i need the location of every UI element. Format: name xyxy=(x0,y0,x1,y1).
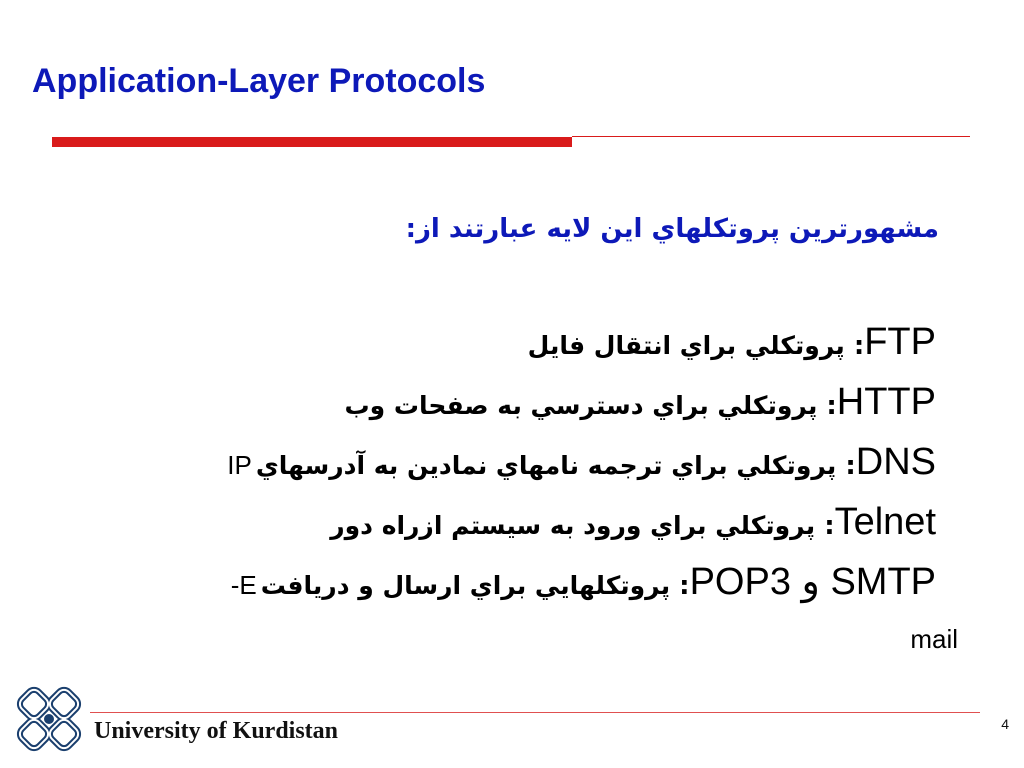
protocol-description: پروتكلي براي ترجمه نامهاي نمادين به آدرسهاي xyxy=(255,451,837,480)
protocol-wrap-text: mail xyxy=(910,624,958,654)
page-number: 4 xyxy=(1001,716,1009,732)
footer-rule xyxy=(90,712,980,713)
title-underline-thick xyxy=(52,137,572,147)
protocol-separator: : xyxy=(844,331,865,361)
university-name: University of Kurdistan xyxy=(94,718,339,744)
intro-text: مشهورترين پروتكلهاي اين لايه عبارتند از: xyxy=(405,214,939,244)
title-underline-thin xyxy=(572,136,970,137)
knot-logo-icon xyxy=(14,684,84,754)
protocol-name: DNS xyxy=(855,441,936,483)
protocol-name: FTP xyxy=(864,321,936,363)
protocol-item-smtp-pop3 xyxy=(66,552,936,612)
protocol-separator: : xyxy=(815,511,835,541)
protocol-description: پروتكلي براي دسترسي به صفحات وب xyxy=(344,391,818,420)
protocol-item-ftp xyxy=(66,312,936,372)
protocol-separator: : xyxy=(817,391,837,421)
protocol-tail: IP xyxy=(227,450,252,480)
protocol-list xyxy=(66,312,936,612)
protocol-separator: : xyxy=(836,451,856,481)
protocol-separator: : xyxy=(670,571,690,601)
protocol-description: پروتكلهايي براي ارسال و دريافت xyxy=(260,571,671,600)
protocol-description: پروتكلي براي انتقال فايل xyxy=(527,331,845,360)
protocol-item-telnet xyxy=(66,492,936,552)
protocol-tail: E- xyxy=(230,570,257,600)
protocol-item-http xyxy=(66,372,936,432)
protocol-description: پروتكلي براي ورود به سيستم ازراه دور xyxy=(330,511,816,540)
protocol-name: SMTP و POP3 xyxy=(689,561,936,603)
slide-title: Application-Layer Protocols xyxy=(32,62,486,100)
protocol-item-dns xyxy=(66,432,936,492)
protocol-name: HTTP xyxy=(836,381,936,423)
protocol-name: Telnet xyxy=(834,501,936,543)
